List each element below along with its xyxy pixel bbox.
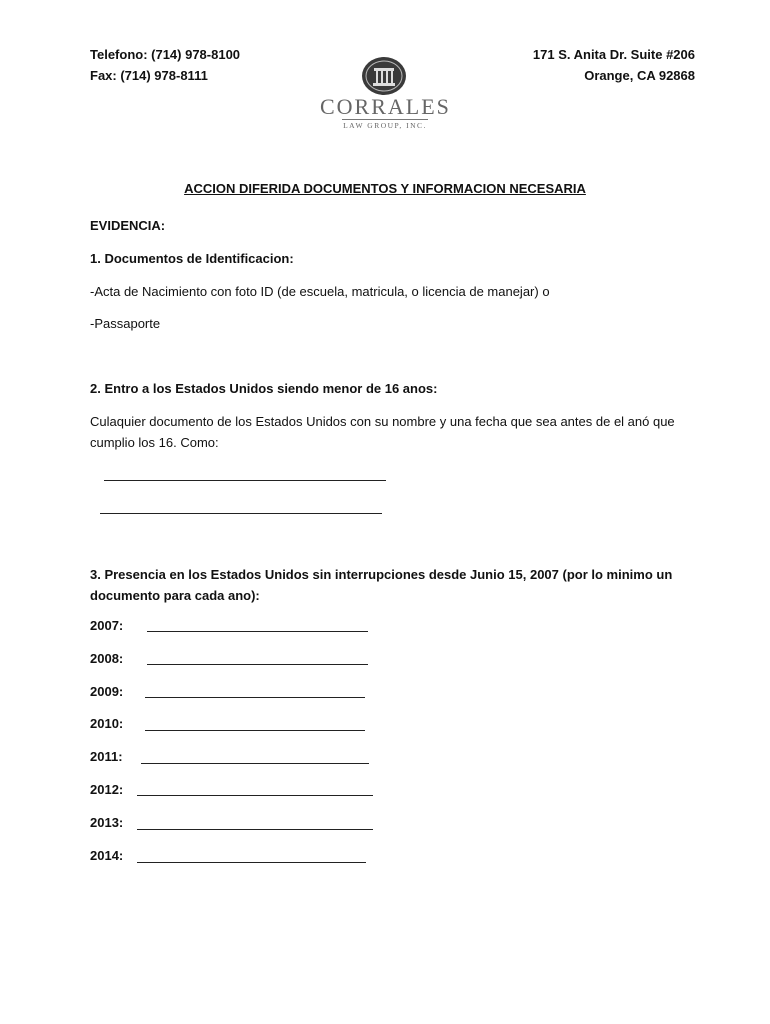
year-entry-line[interactable]	[145, 697, 365, 698]
blank-line[interactable]	[104, 480, 386, 481]
year-label: 2010:	[90, 716, 124, 731]
logo-divider	[342, 119, 428, 120]
document-title: ACCION DIFERIDA DOCUMENTOS Y INFORMACION NECESARIA	[184, 181, 586, 196]
scales-seal-icon	[360, 56, 408, 98]
company-logo	[320, 56, 450, 134]
section2-line-2: cumplio los 16. Como:	[90, 435, 219, 450]
logo-name: CORRALES	[320, 94, 451, 119]
year-entry-line[interactable]	[137, 795, 373, 796]
year-entry-line[interactable]	[147, 664, 368, 665]
year-entry-line[interactable]	[141, 763, 369, 764]
phone-text: Telefono: (714) 978-8100	[90, 47, 241, 62]
section1-item-1: -Acta de Nacimiento con foto ID (de escuela, matricula, o licencia de manejar) o	[90, 284, 550, 299]
section1-heading: 1. Documentos de Identificacion:	[90, 251, 294, 266]
year-entry-line[interactable]	[137, 862, 366, 863]
year-entry-line[interactable]	[137, 829, 373, 830]
section3-heading-line-2: documento para cada ano):	[90, 588, 260, 603]
address-line-1: 171 S. Anita Dr. Suite #206	[532, 47, 695, 62]
year-label: 2007:	[90, 618, 124, 633]
evidencia-label: EVIDENCIA:	[90, 218, 166, 233]
section2-line-1: Culaquier documento de los Estados Unidos con su nombre y una fecha que sea antes de el anó que	[90, 414, 675, 429]
section1-item-2: -Passaporte	[90, 316, 161, 331]
year-entry-line[interactable]	[145, 730, 365, 731]
section2-heading: 2. Entro a los Estados Unidos siendo menor de 16 anos:	[90, 381, 438, 396]
year-label: 2011:	[90, 749, 123, 764]
header-contact	[90, 44, 240, 86]
section3-heading-line-1: 3. Presencia en los Estados Unidos sin interrupciones desde Junio 15, 2007 (por lo minimo un	[90, 567, 673, 582]
year-label: 2009:	[90, 684, 124, 699]
address-line-2: Orange, CA 92868	[584, 68, 695, 83]
logo-subtitle: LAW GROUP, INC.	[343, 121, 427, 130]
year-label: 2012:	[90, 782, 124, 797]
year-label: 2008:	[90, 651, 124, 666]
header-address	[533, 44, 695, 86]
year-entry-line[interactable]	[147, 631, 368, 632]
year-label: 2013:	[90, 815, 124, 830]
year-label: 2014:	[90, 848, 124, 863]
fax-text: Fax: (714) 978-8111	[90, 68, 208, 83]
blank-line[interactable]	[100, 513, 382, 514]
